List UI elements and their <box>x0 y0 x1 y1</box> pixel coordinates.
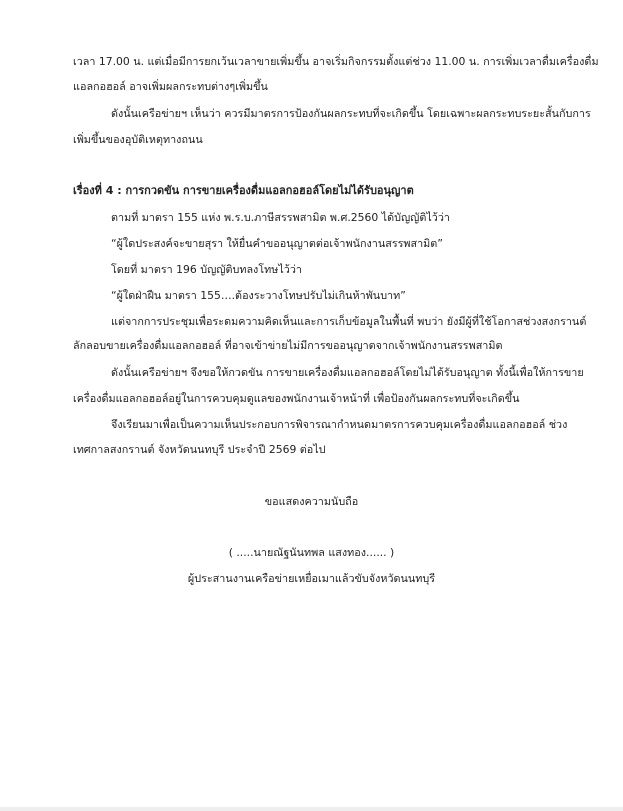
body-line: โดยที่ มาตรา 196 บัญญัติบทลงโทษไว้ว่า <box>111 263 302 276</box>
body-line: เทศกาลสงกรานต์ จังหวัดนนทบุรี ประจำปี 2569 ต่อไป <box>73 443 326 456</box>
body-line: ตามที่ มาตรา 155 แห่ง พ.ร.บ.ภาษีสรรพสามิต พ.ศ.2560 ได้บัญญัติไว้ว่า <box>111 211 450 224</box>
body-line: เครื่องดื่มแอลกอฮอล์อยู่ในการควบคุมดูแลของพนักงานเจ้าหน้าที่ เพื่อป้องกันผลกระทบที่จะเกิดขึ้น <box>73 392 520 405</box>
body-line: ดังนั้นเครือข่ายฯ จึงขอให้กวดขัน การขายเครื่องดื่มแอลกอฮอล์โดยไม่ได้รับอนุญาต ทั้งนี้เพื่อให้การขาย <box>111 366 584 379</box>
closing-text: ขอแสดงความนับถือ <box>264 495 359 508</box>
body-line: ลักลอบขายเครื่องดื่มแอลกอฮอล์ ที่อาจเข้าข่ายไม่มีการขออนุญาตจากเจ้าพนักงานสรรพสามิต <box>73 339 503 352</box>
quote-line: “ผู้ใดฝ่าฝืน มาตรา 155….ต้องระวางโทษปรับไม่เกินห้าพันบาท” <box>111 289 406 302</box>
section-heading: เรื่องที่ 4 : การกวดขัน การขายเครื่องดื่มแอลกอฮอล์โดยไม่ได้รับอนุญาต <box>73 184 414 197</box>
signature-name: ( .....นายณัฐนันทพล แสงทอง...... ) <box>228 546 395 559</box>
body-line: เพิ่มขึ้นของอุบัติเหตุทางถนน <box>73 133 203 146</box>
body-line: แต่จากการประชุมเพื่อระดมความคิดเห็นและการเก็บข้อมูลในพื้นที่ พบว่า ยังมีผู้ที่ใช้โอกาสช่วงสงกรานต์ <box>111 315 587 328</box>
page-bottom-edge <box>0 807 623 811</box>
body-line: จึงเรียนมาเพื่อเป็นความเห็นประกอบการพิจารณากำหนดมาตรการควบคุมเครื่องดื่มแอลกอฮอล์ ช่วง <box>111 418 568 431</box>
quote-line: “ผู้ใดประสงค์จะขายสุรา ให้ยื่นคำขออนุญาตต่อเจ้าพนักงานสรรพสามิต” <box>111 237 443 250</box>
signature-title: ผู้ประสานงานเครือข่ายเหยื่อเมาแล้วขับจังหวัดนนทบุรี <box>187 572 436 585</box>
body-line: แอลกอฮอล์ อาจเพิ่มผลกระทบต่างๆเพิ่มขึ้น <box>73 80 268 93</box>
body-line: เวลา 17.00 น. แต่เมื่อมีการยกเว้นเวลาขายเพิ่มขึ้น อาจเริ่มกิจกรรมตั้งแต่ช่วง 11.00 น. การเพิ่มเวลาดื่มเครื่องดื่ม <box>73 55 599 68</box>
body-line: ดังนั้นเครือข่ายฯ เห็นว่า ควรมีมาตรการป้องกันผลกระทบที่จะเกิดขึ้น โดยเฉพาะผลกระทบระยะสั้นกับการ <box>111 107 591 120</box>
